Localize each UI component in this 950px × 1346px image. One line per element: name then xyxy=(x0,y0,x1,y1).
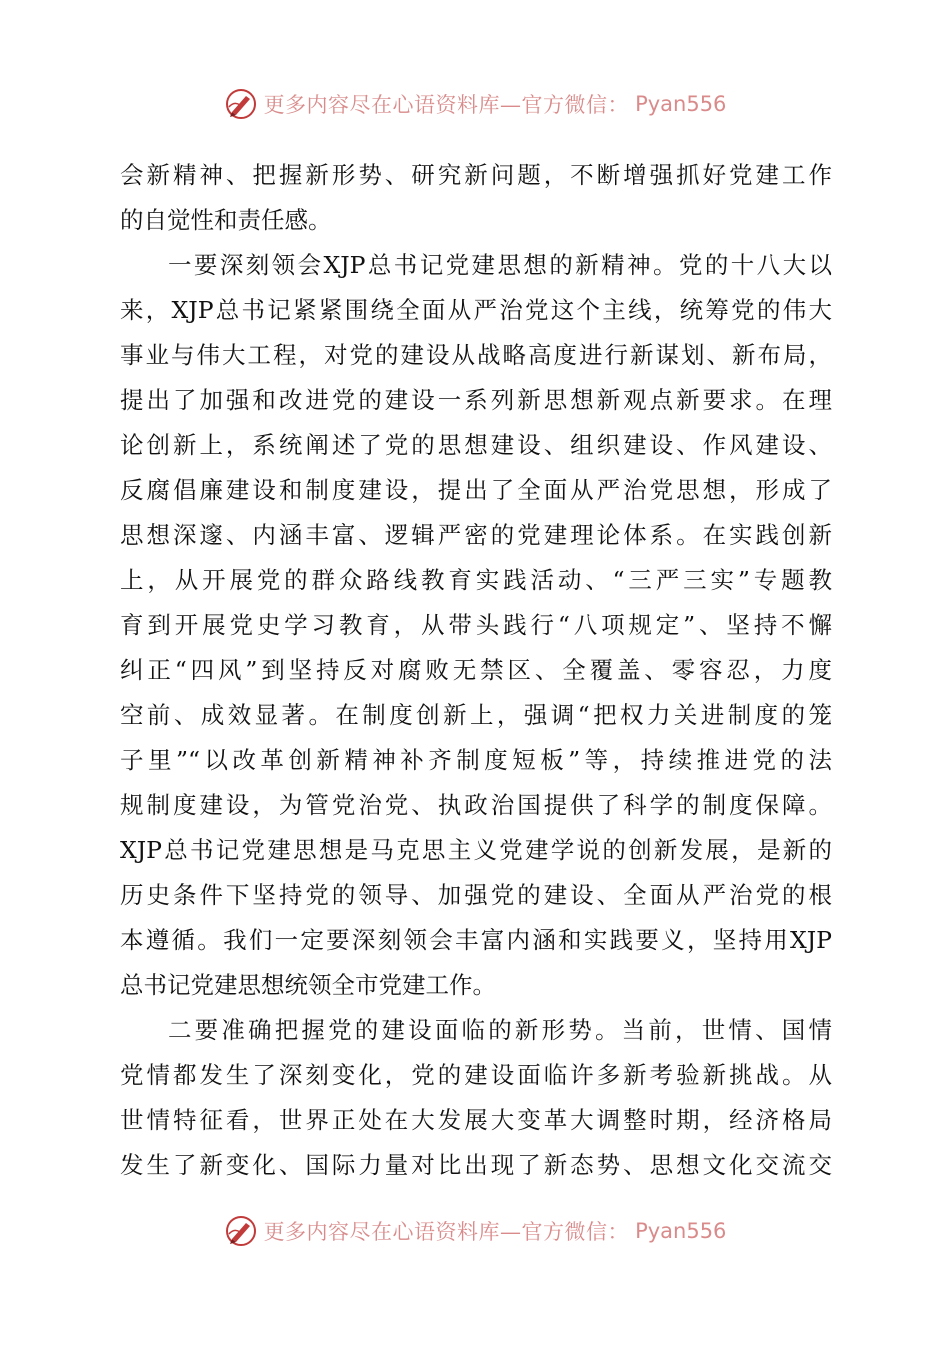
pen-circle-logo-icon xyxy=(224,1214,258,1248)
watermark-handle: Pyan556 xyxy=(635,1219,727,1243)
watermark-text: 更多内容尽在心语资料库—官方微信： xyxy=(263,93,630,117)
text-line: 纠正“四风”到坚持反对腐败无禁区、全覆盖、零容忍，力度 xyxy=(120,656,832,684)
text-line: 党情都发生了深刻变化，党的建设面临许多新考验新挑战。从 xyxy=(120,1061,832,1089)
paragraph-start-line: 一要深刻领会XJP总书记党建思想的新精神。党的十八大以 xyxy=(168,251,832,279)
text-line: 总书记党建思想统领全市党建工作。 xyxy=(120,971,496,999)
header-watermark xyxy=(0,82,950,126)
text-line: 规制度建设，为管党治党、执政治国提供了科学的制度保障。 xyxy=(120,791,832,819)
text-line: 空前、成效显著。在制度创新上，强调“把权力关进制度的笼 xyxy=(120,701,832,729)
text-line: 发生了新变化、国际力量对比出现了新态势、思想文化交流交 xyxy=(120,1151,832,1179)
text-line: 育到开展党史学习教育，从带头践行“八项规定”、坚持不懈 xyxy=(120,611,832,639)
text-line: 历史条件下坚持党的领导、加强党的建设、全面从严治党的根 xyxy=(120,881,832,909)
pen-circle-logo-icon xyxy=(224,87,258,121)
watermark-handle: Pyan556 xyxy=(635,92,727,116)
text-line: 的自觉性和责任感。 xyxy=(120,206,332,234)
text-line: 来，XJP总书记紧紧围绕全面从严治党这个主线，统筹党的伟大 xyxy=(120,296,832,324)
text-line: 上，从开展党的群众路线教育实践活动、“三严三实”专题教 xyxy=(120,566,832,594)
text-line: 本遵循。我们一定要深刻领会丰富内涵和实践要义，坚持用XJP xyxy=(120,926,832,954)
document-body xyxy=(120,153,832,1188)
paragraph-start-line: 二要准确把握党的建设面临的新形势。当前，世情、国情 xyxy=(168,1016,832,1044)
text-line: 子里”“以改革创新精神补齐制度短板”等，持续推进党的法 xyxy=(120,746,832,774)
text-line: 思想深邃、内涵丰富、逻辑严密的党建理论体系。在实践创新 xyxy=(120,521,832,549)
footer-watermark xyxy=(0,1209,950,1253)
text-line: 反腐倡廉建设和制度建设，提出了全面从严治党思想，形成了 xyxy=(120,476,832,504)
text-line: XJP总书记党建思想是马克思主义党建学说的创新发展，是新的 xyxy=(120,836,832,864)
text-line: 提出了加强和改进党的建设一系列新思想新观点新要求。在理 xyxy=(120,386,832,414)
watermark-text: 更多内容尽在心语资料库—官方微信： xyxy=(263,1220,630,1244)
text-line: 世情特征看，世界正处在大发展大变革大调整时期，经济格局 xyxy=(120,1106,832,1134)
text-line: 论创新上，系统阐述了党的思想建设、组织建设、作风建设、 xyxy=(120,431,832,459)
text-line: 会新精神、把握新形势、研究新问题，不断增强抓好党建工作 xyxy=(120,161,832,189)
text-line: 事业与伟大工程，对党的建设从战略高度进行新谋划、新布局， xyxy=(120,341,832,369)
